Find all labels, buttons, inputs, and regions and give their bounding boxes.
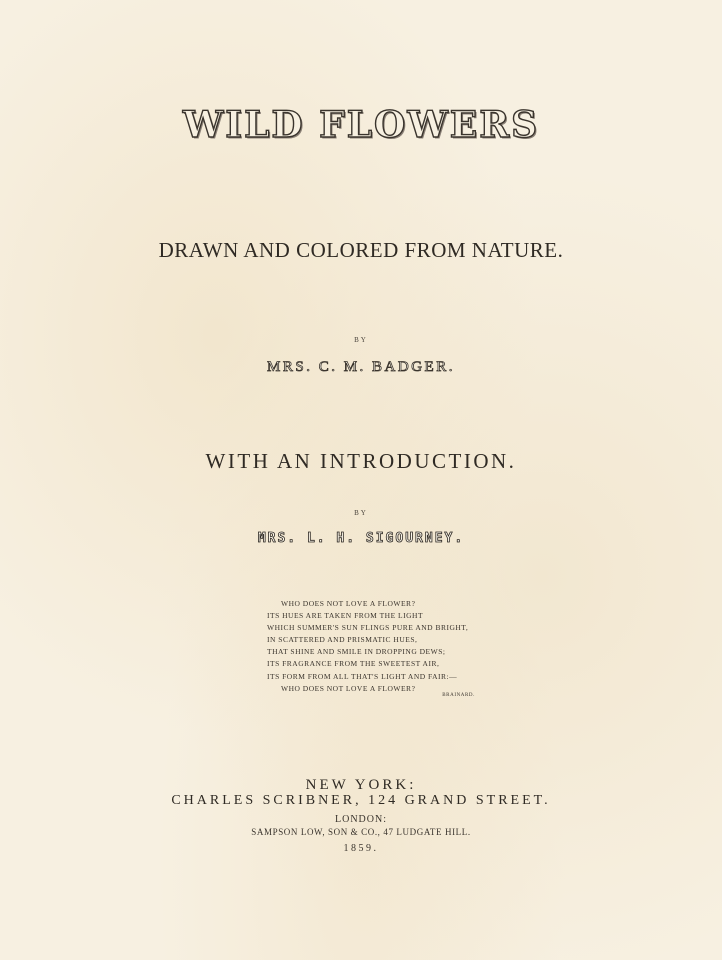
poem-line: WHO DOES NOT LOVE A FLOWER?: [281, 599, 416, 608]
poem-line: WHO DOES NOT LOVE A FLOWER?: [281, 683, 416, 693]
by-label-introduction: BY: [354, 509, 368, 517]
poem-line: IN SCATTERED AND PRISMATIC HUES,: [267, 635, 418, 645]
epigraph-poem: [267, 598, 487, 698]
poem-line: ITS HUES ARE TAKEN FROM THE LIGHT: [267, 611, 424, 621]
poem-attribution: BRAINARD.: [442, 692, 475, 698]
imprint-publisher: CHARLES SCRIBNER, 124 GRAND STREET.: [171, 793, 551, 808]
poem-line: ITS FRAGRANCE FROM THE SWEETEST AIR,: [267, 659, 440, 669]
imprint-city: NEW YORK:: [305, 777, 417, 793]
book-subtitle: DRAWN AND COLORED FROM NATURE.: [158, 238, 564, 262]
imprint-year: 1859.: [343, 843, 379, 854]
imprint-london: LONDON:: [335, 814, 387, 825]
book-title: WILD FLOWERS: [182, 104, 540, 146]
poem-line: ITS FORM FROM ALL THAT'S LIGHT AND FAIR:—: [267, 671, 458, 681]
poem-line: WHICH SUMMER'S SUN FLINGS PURE AND BRIGHT,: [267, 623, 469, 633]
imprint-london-publisher: SAMPSON LOW, SON & CO., 47 LUDGATE HILL.: [251, 827, 471, 837]
author-name: MRS. C. M. BADGER.: [267, 359, 455, 375]
introduction-author-name: MRS. L. H. SIGOURNEY.: [257, 531, 465, 546]
poem-line: THAT SHINE AND SMILE IN DROPPING DEWS;: [267, 647, 446, 657]
by-label-author: BY: [354, 336, 368, 344]
introduction-heading: WITH AN INTRODUCTION.: [205, 449, 517, 473]
